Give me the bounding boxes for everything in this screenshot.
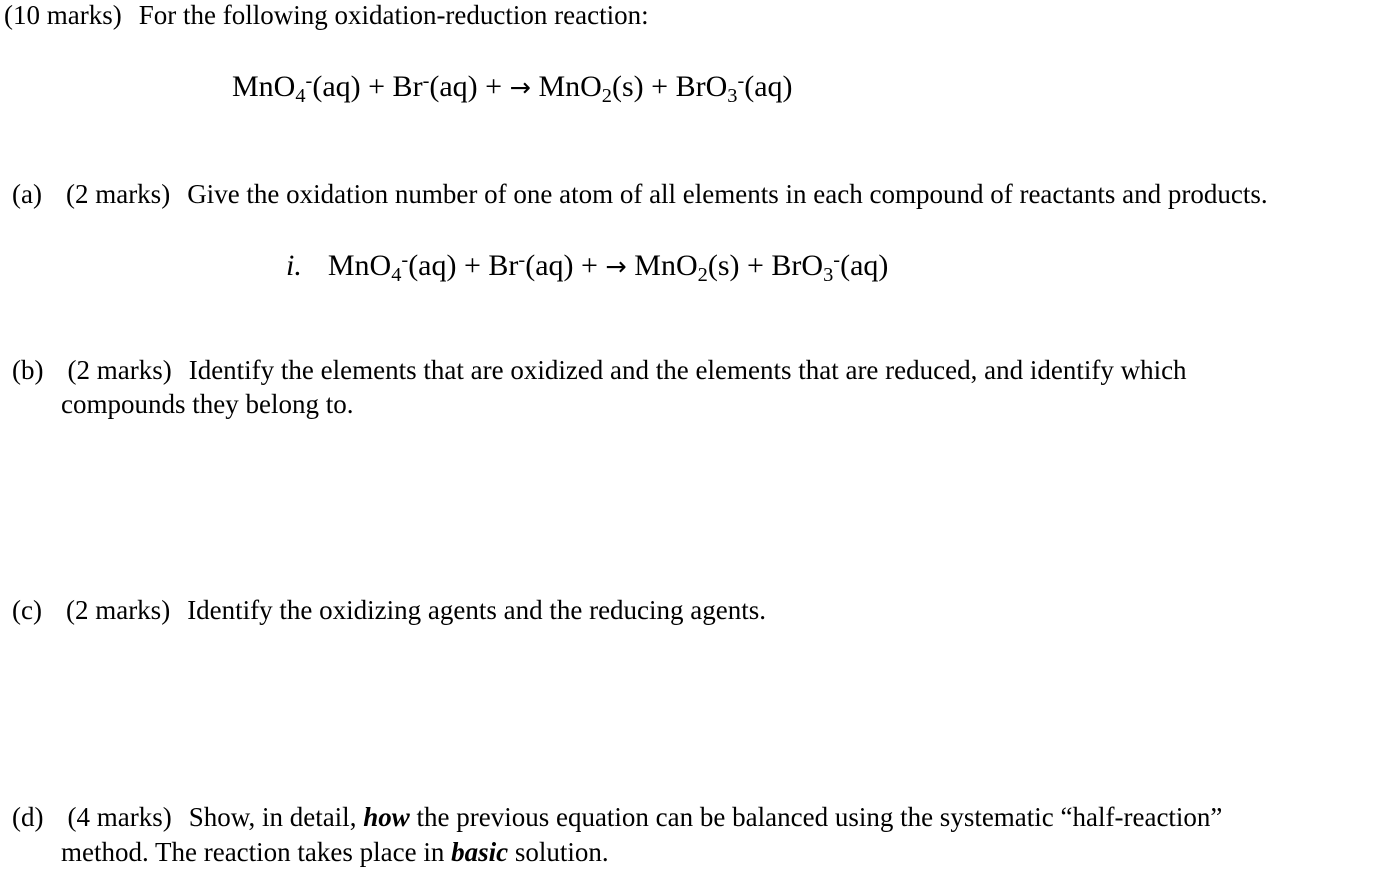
- eq-superscript: -: [401, 248, 409, 271]
- question-intro: For the following oxidation-reduction reaction:: [138, 0, 649, 30]
- main-equation: [232, 69, 793, 107]
- part-a: [12, 181, 1268, 208]
- eq-term: (aq) + Br: [312, 70, 423, 103]
- eq-term: (aq): [840, 249, 889, 282]
- eq-term: MnO: [530, 70, 602, 103]
- eq-term: (aq) +: [525, 249, 606, 282]
- eq-term: MnO: [327, 249, 392, 282]
- part-d-marks: (4 marks): [67, 802, 172, 832]
- part-d-letter: (d): [12, 802, 44, 832]
- part-a-item-equation: [286, 248, 889, 286]
- eq-term: (aq): [744, 70, 793, 103]
- part-b: [12, 357, 1187, 384]
- eq-subscript: 3: [823, 263, 834, 286]
- question-marks: (10 marks): [4, 0, 122, 30]
- part-d-line2-post: solution.: [508, 837, 609, 867]
- eq-superscript: -: [518, 248, 526, 271]
- eq-term: (aq) + Br: [408, 249, 519, 282]
- part-b-marks: (2 marks): [67, 355, 172, 385]
- part-c-text: Identify the oxidizing agents and the reducing agents.: [187, 595, 767, 625]
- part-b-text: Identify the elements that are oxidized and the elements that are reduced, and identify which: [188, 355, 1187, 385]
- eq-term: (s) + BrO: [707, 249, 824, 282]
- item-label: i.: [286, 249, 302, 282]
- eq-superscript: -: [737, 69, 745, 92]
- eq-superscript: -: [422, 69, 430, 92]
- part-a-marks: (2 marks): [65, 179, 171, 209]
- eq-subscript: 2: [601, 84, 612, 107]
- eq-term: (aq) +: [429, 70, 510, 103]
- eq-superscript: -: [305, 69, 313, 92]
- part-c-marks: (2 marks): [65, 595, 171, 625]
- arrow-icon: →: [509, 73, 531, 103]
- part-d-text-pre: Show, in detail,: [188, 802, 364, 832]
- part-c: [12, 597, 766, 624]
- eq-superscript: -: [833, 248, 841, 271]
- part-a-letter: (a): [12, 179, 42, 209]
- eq-term: MnO: [232, 70, 296, 103]
- part-d-line2-pre: method. The reaction takes place in: [61, 837, 452, 867]
- part-a-text: Give the oxidation number of one atom of all elements in each compound of reactants and products.: [187, 179, 1268, 209]
- part-d: [12, 804, 1222, 831]
- eq-subscript: 4: [295, 84, 306, 107]
- part-c-letter: (c): [12, 595, 42, 625]
- arrow-icon: →: [605, 252, 627, 282]
- eq-term: MnO: [626, 249, 698, 282]
- part-d-emphasis-how: how: [363, 802, 410, 832]
- eq-term: (s) + BrO: [612, 70, 728, 103]
- question-header: [4, 2, 649, 29]
- eq-subscript: 3: [727, 84, 738, 107]
- part-d-emphasis-basic: basic: [451, 837, 509, 867]
- part-b-line2: compounds they belong to.: [61, 389, 354, 419]
- eq-subscript: 2: [697, 263, 708, 286]
- eq-subscript: 4: [391, 263, 402, 286]
- part-d-line2: [61, 839, 609, 866]
- part-d-text-post: the previous equation can be balanced using the systematic “half-reaction”: [409, 802, 1223, 832]
- part-b-letter: (b): [12, 355, 44, 385]
